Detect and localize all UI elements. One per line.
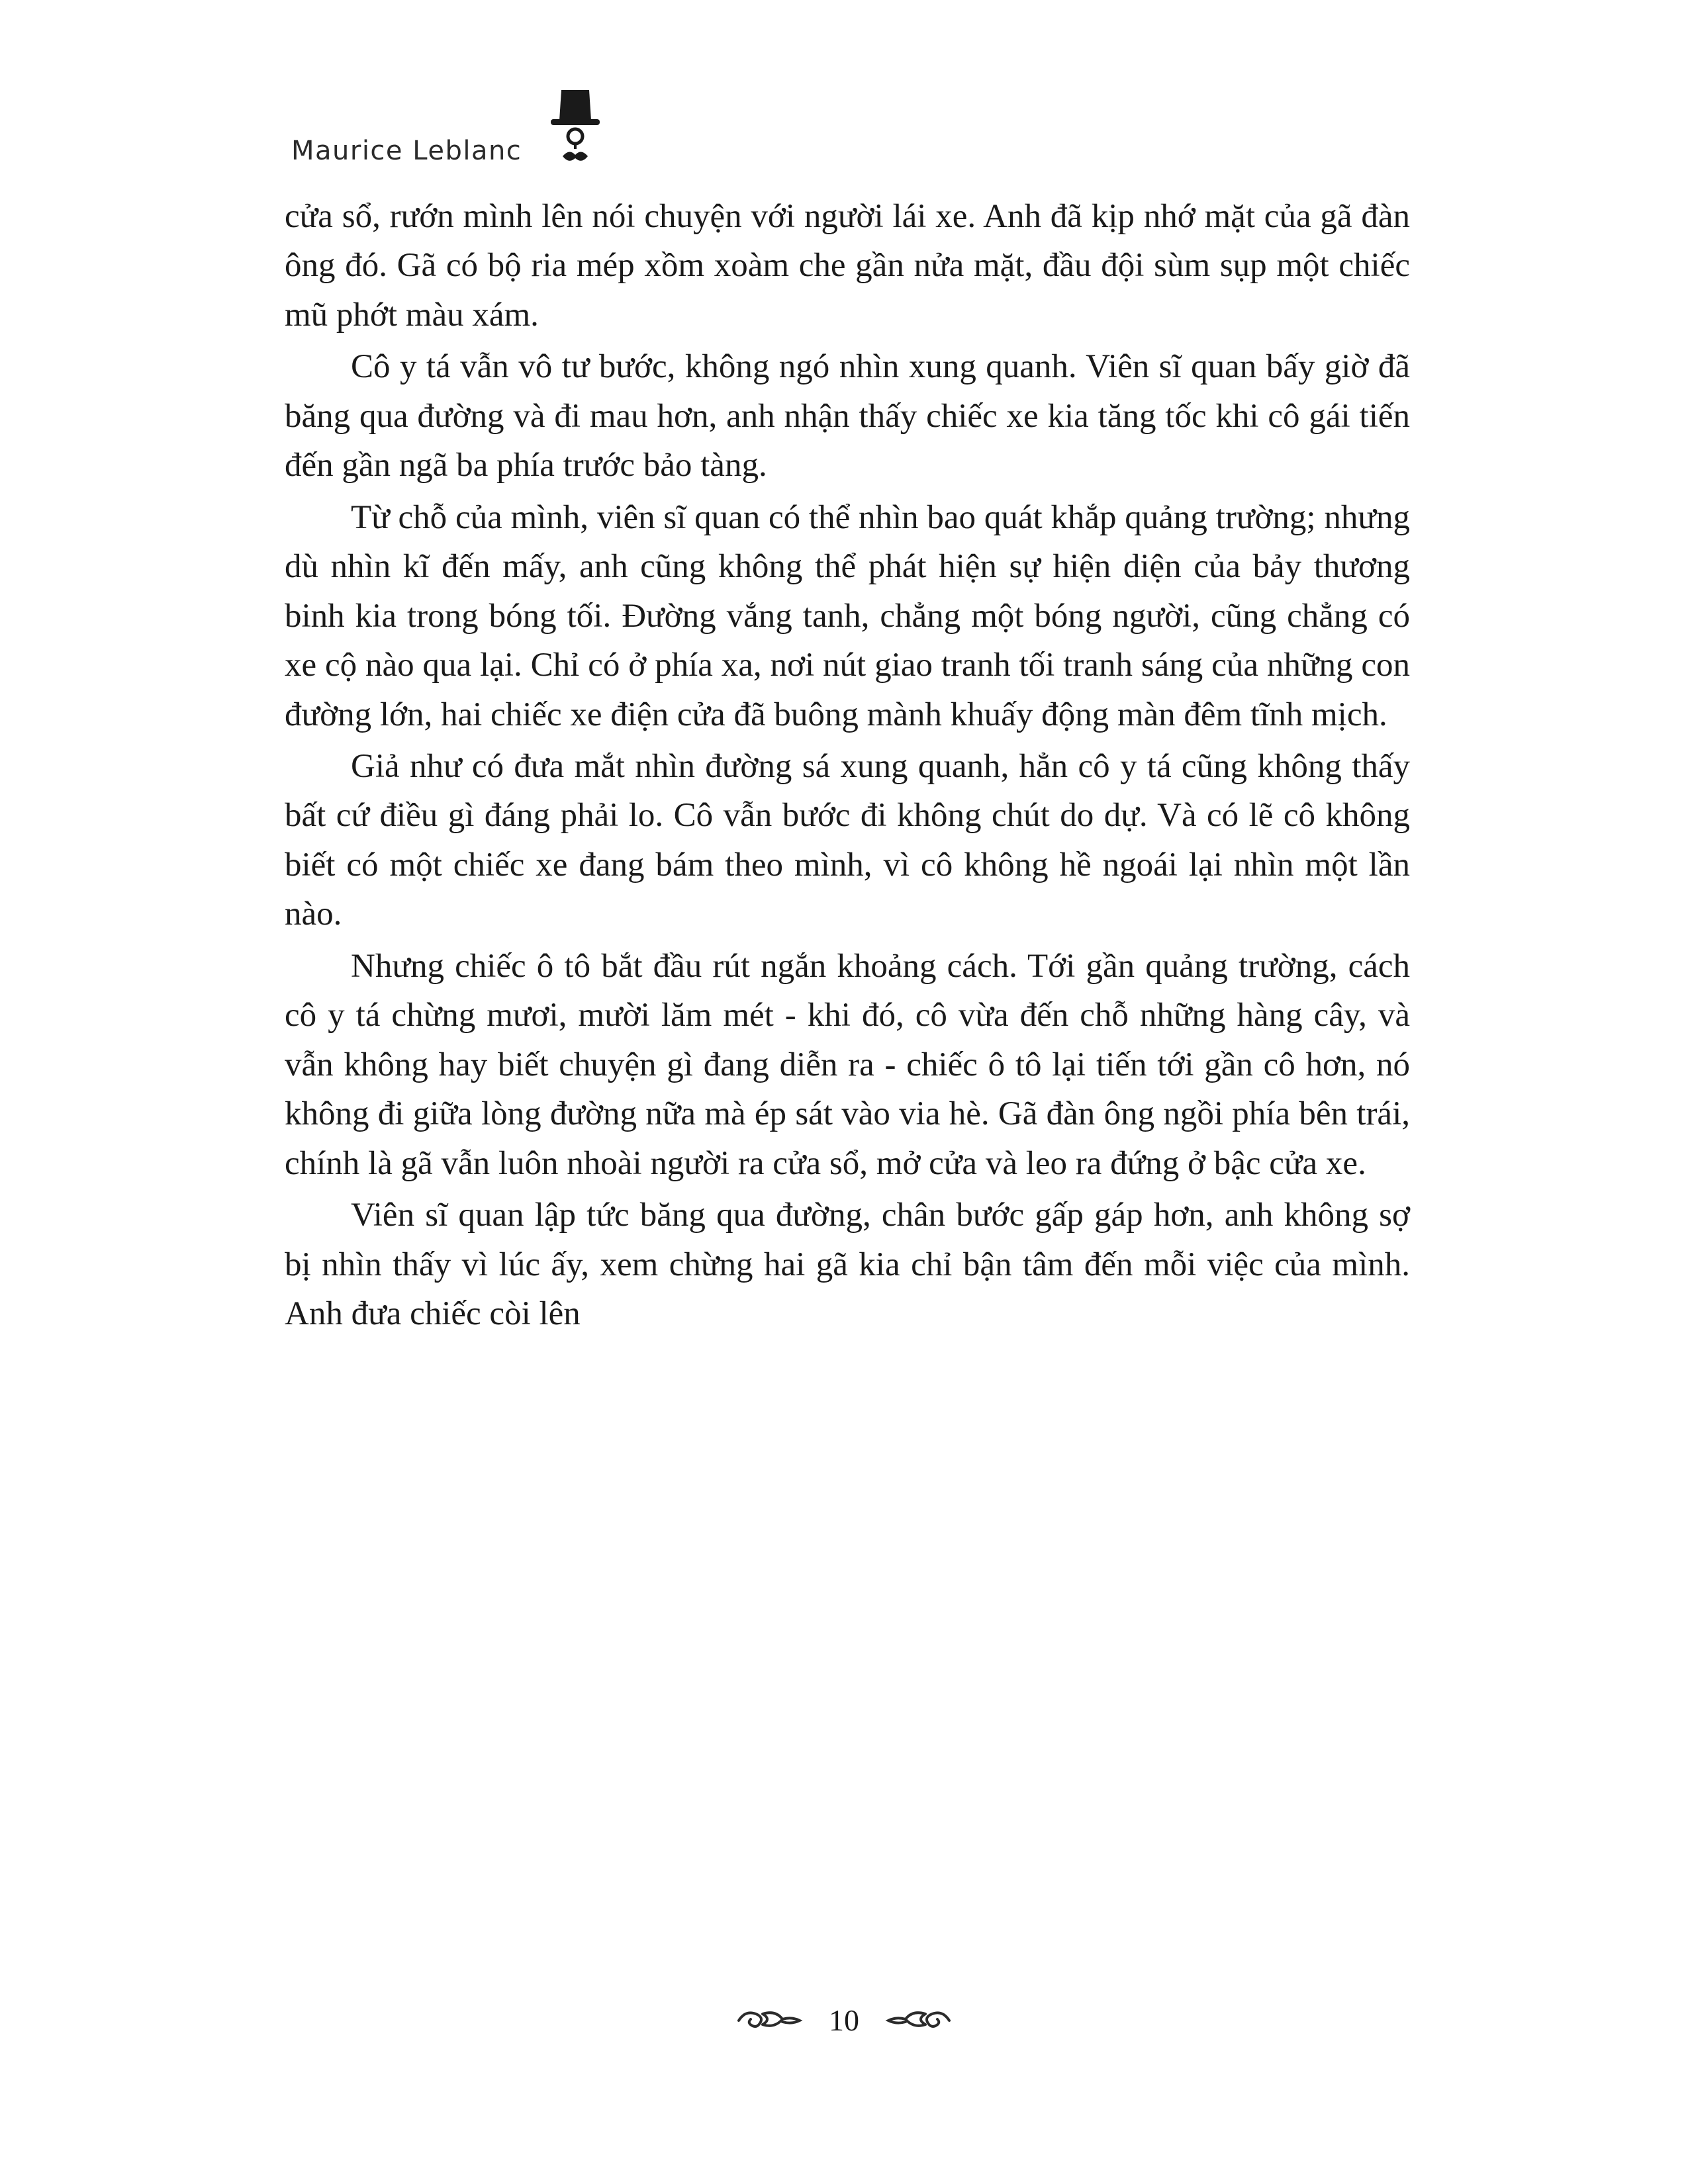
paragraph: Giả như có đưa mắt nhìn đường sá xung quanh, hẳn cô y tá cũng không thấy bất cứ điều gì đáng phải lo. Cô vẫn bước đi không chút do dự. Và có lẽ cô không biết có một chiếc xe đang bám theo mình, vì cô không hề ngoái lại nhìn một lần nào. [285,747,1410,933]
paragraph: Nhưng chiếc ô tô bắt đầu rút ngắn khoảng cách. Tới gần quảng trường, cách cô y tá chừng mươi, mười lăm mét - khi đó, cô vừa đến chỗ những hàng cây, và vẫn không hay biết chuyện gì đang diễn ra - chiếc ô tô lại tiến tới gần cô hơn, nó không đi giữa lòng đường nữa mà ép sát vào via hè. Gã đàn ông ngồi phía bên trái, chính là gã vẫn luôn nhoài người ra cửa sổ, mở cửa và leo ra đứng ở bậc cửa xe. [285,947,1410,1182]
left-flourish-ornament-icon [733,2005,806,2038]
top-hat-with-monocle-icon [539,86,612,172]
paragraph: Cô y tá vẫn vô tư bước, không ngó nhìn xung quanh. Viên sĩ quan bấy giờ đã băng qua đường và đi mau hơn, anh nhận thấy chiếc xe kia tăng tốc khi cô gái tiến đến gần ngã ba phía trước bảo tàng. [285,348,1410,484]
paragraph: Từ chỗ của mình, viên sĩ quan có thể nhìn bao quát khắp quảng trường; nhưng dù nhìn kĩ đến mấy, anh cũng không thể phát hiện sự hiện diện của bảy thương binh kia trong bóng tối. Đường vắng tanh, chẳng một bóng người, cũng chẳng có xe cộ nào qua lại. Chỉ có ở phía xa, nơi nút giao tranh tối tranh sáng của những con đường lớn, hai chiếc xe điện cửa đã buông mành khuấy động màn đêm tĩnh mịch. [285,498,1410,733]
page-number: 10 [829,2003,859,2037]
paragraph: cửa sổ, rướn mình lên nói chuyện với người lái xe. Anh đã kịp nhớ mặt của gã đàn ông đó. Gã có bộ ria mép xồm xoàm che gần nửa mặt, đầu đội sùm sụp một chiếc mũ phớt màu xám. [285,198,1410,334]
page-body [285,192,1410,1341]
header-author-name: Maurice Leblanc [291,136,522,166]
paragraph: Viên sĩ quan lập tức băng qua đường, chân bước gấp gáp hơn, anh không sợ bị nhìn thấy vì lúc ấy, xem chừng hai gã kia chỉ bận tâm đến mỗi việc của mình. Anh đưa chiếc còi lên [285,1197,1410,1332]
page-footer [0,2005,1688,2038]
page-header [291,73,1417,172]
right-flourish-ornament-icon [882,2005,955,2038]
